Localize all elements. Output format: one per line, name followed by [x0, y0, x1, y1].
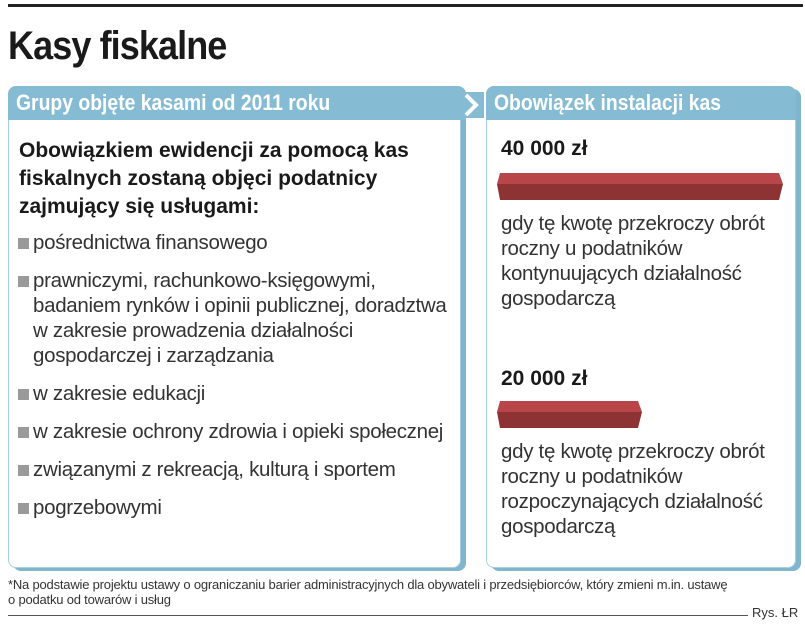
bar-value-label: 40 000 zł: [501, 137, 588, 160]
page-title: Kasy fiskalne: [8, 24, 227, 68]
bar-chart-row: [495, 397, 791, 437]
bar-category-label: gdy tę kwotę przekroczy obrót roczny u podatników kontynuujących działalność gospodarczą: [501, 212, 765, 310]
square-bullet-icon: [18, 389, 29, 400]
bar-40000: [497, 173, 783, 200]
groups-intro: Obowiązkiem ewidencji za pomocą kas fiskalnych zostaną objęci podatnicy zajmujący się usługami:: [19, 139, 409, 218]
bar-value-label: 20 000 zł: [501, 367, 588, 390]
list-item-text: w zakresie edukacji: [33, 382, 206, 405]
list-item-text: w zakresie ochrony zdrowia i opieki społecznej: [33, 420, 444, 443]
installation-panel-header: [486, 86, 796, 120]
footnote: *Na podstawie projektu ustawy o ograniczaniu barier administracyjnych dla obywateli i przedsiębiorców, który zmieni m.in. ustawę o podatku od towarów i usług: [8, 577, 728, 607]
bar-20000: [497, 401, 642, 428]
list-item: [17, 495, 457, 520]
list-item: [17, 381, 457, 406]
services-list: [17, 230, 457, 533]
installation-panel: [486, 86, 796, 568]
bottom-rule: [8, 615, 748, 616]
list-item-text: pogrzebowymi: [33, 496, 162, 519]
bar-shadow: [497, 184, 783, 200]
list-item-text: prawniczymi, rachunkowo-księgowymi, badaniem rynków i opinii publicznej, doradztwa w zakresie prowadzenia działalności gospodarczej i zarządzania: [33, 269, 447, 367]
square-bullet-icon: [18, 465, 29, 476]
square-bullet-icon: [18, 238, 29, 249]
credit: Rys. ŁR: [752, 605, 799, 620]
list-item: [17, 268, 457, 368]
bar-category-label: gdy tę kwotę przekroczy obrót roczny u podatników rozpoczynających działalność gospodarczą: [501, 440, 765, 538]
square-bullet-icon: [18, 427, 29, 438]
list-item-text: pośrednictwa finansowego: [33, 231, 268, 254]
square-bullet-icon: [18, 276, 29, 287]
groups-panel-header: [8, 86, 466, 120]
square-bullet-icon: [18, 503, 29, 514]
bar-chart-row: [495, 169, 791, 209]
list-item: [17, 230, 457, 255]
list-item-text: związanymi z rekreacją, kulturą i sportem: [33, 458, 396, 481]
list-item: [17, 419, 457, 444]
list-item: [17, 457, 457, 482]
chevron-right-icon: [460, 92, 484, 118]
groups-panel-title: Grupy objęte kasami od 2011 roku: [16, 90, 331, 115]
installation-panel-title: Obowiązek instalacji kas: [494, 90, 722, 115]
groups-panel: [8, 86, 461, 568]
top-rule: [8, 4, 803, 7]
bar-shadow: [497, 412, 642, 428]
